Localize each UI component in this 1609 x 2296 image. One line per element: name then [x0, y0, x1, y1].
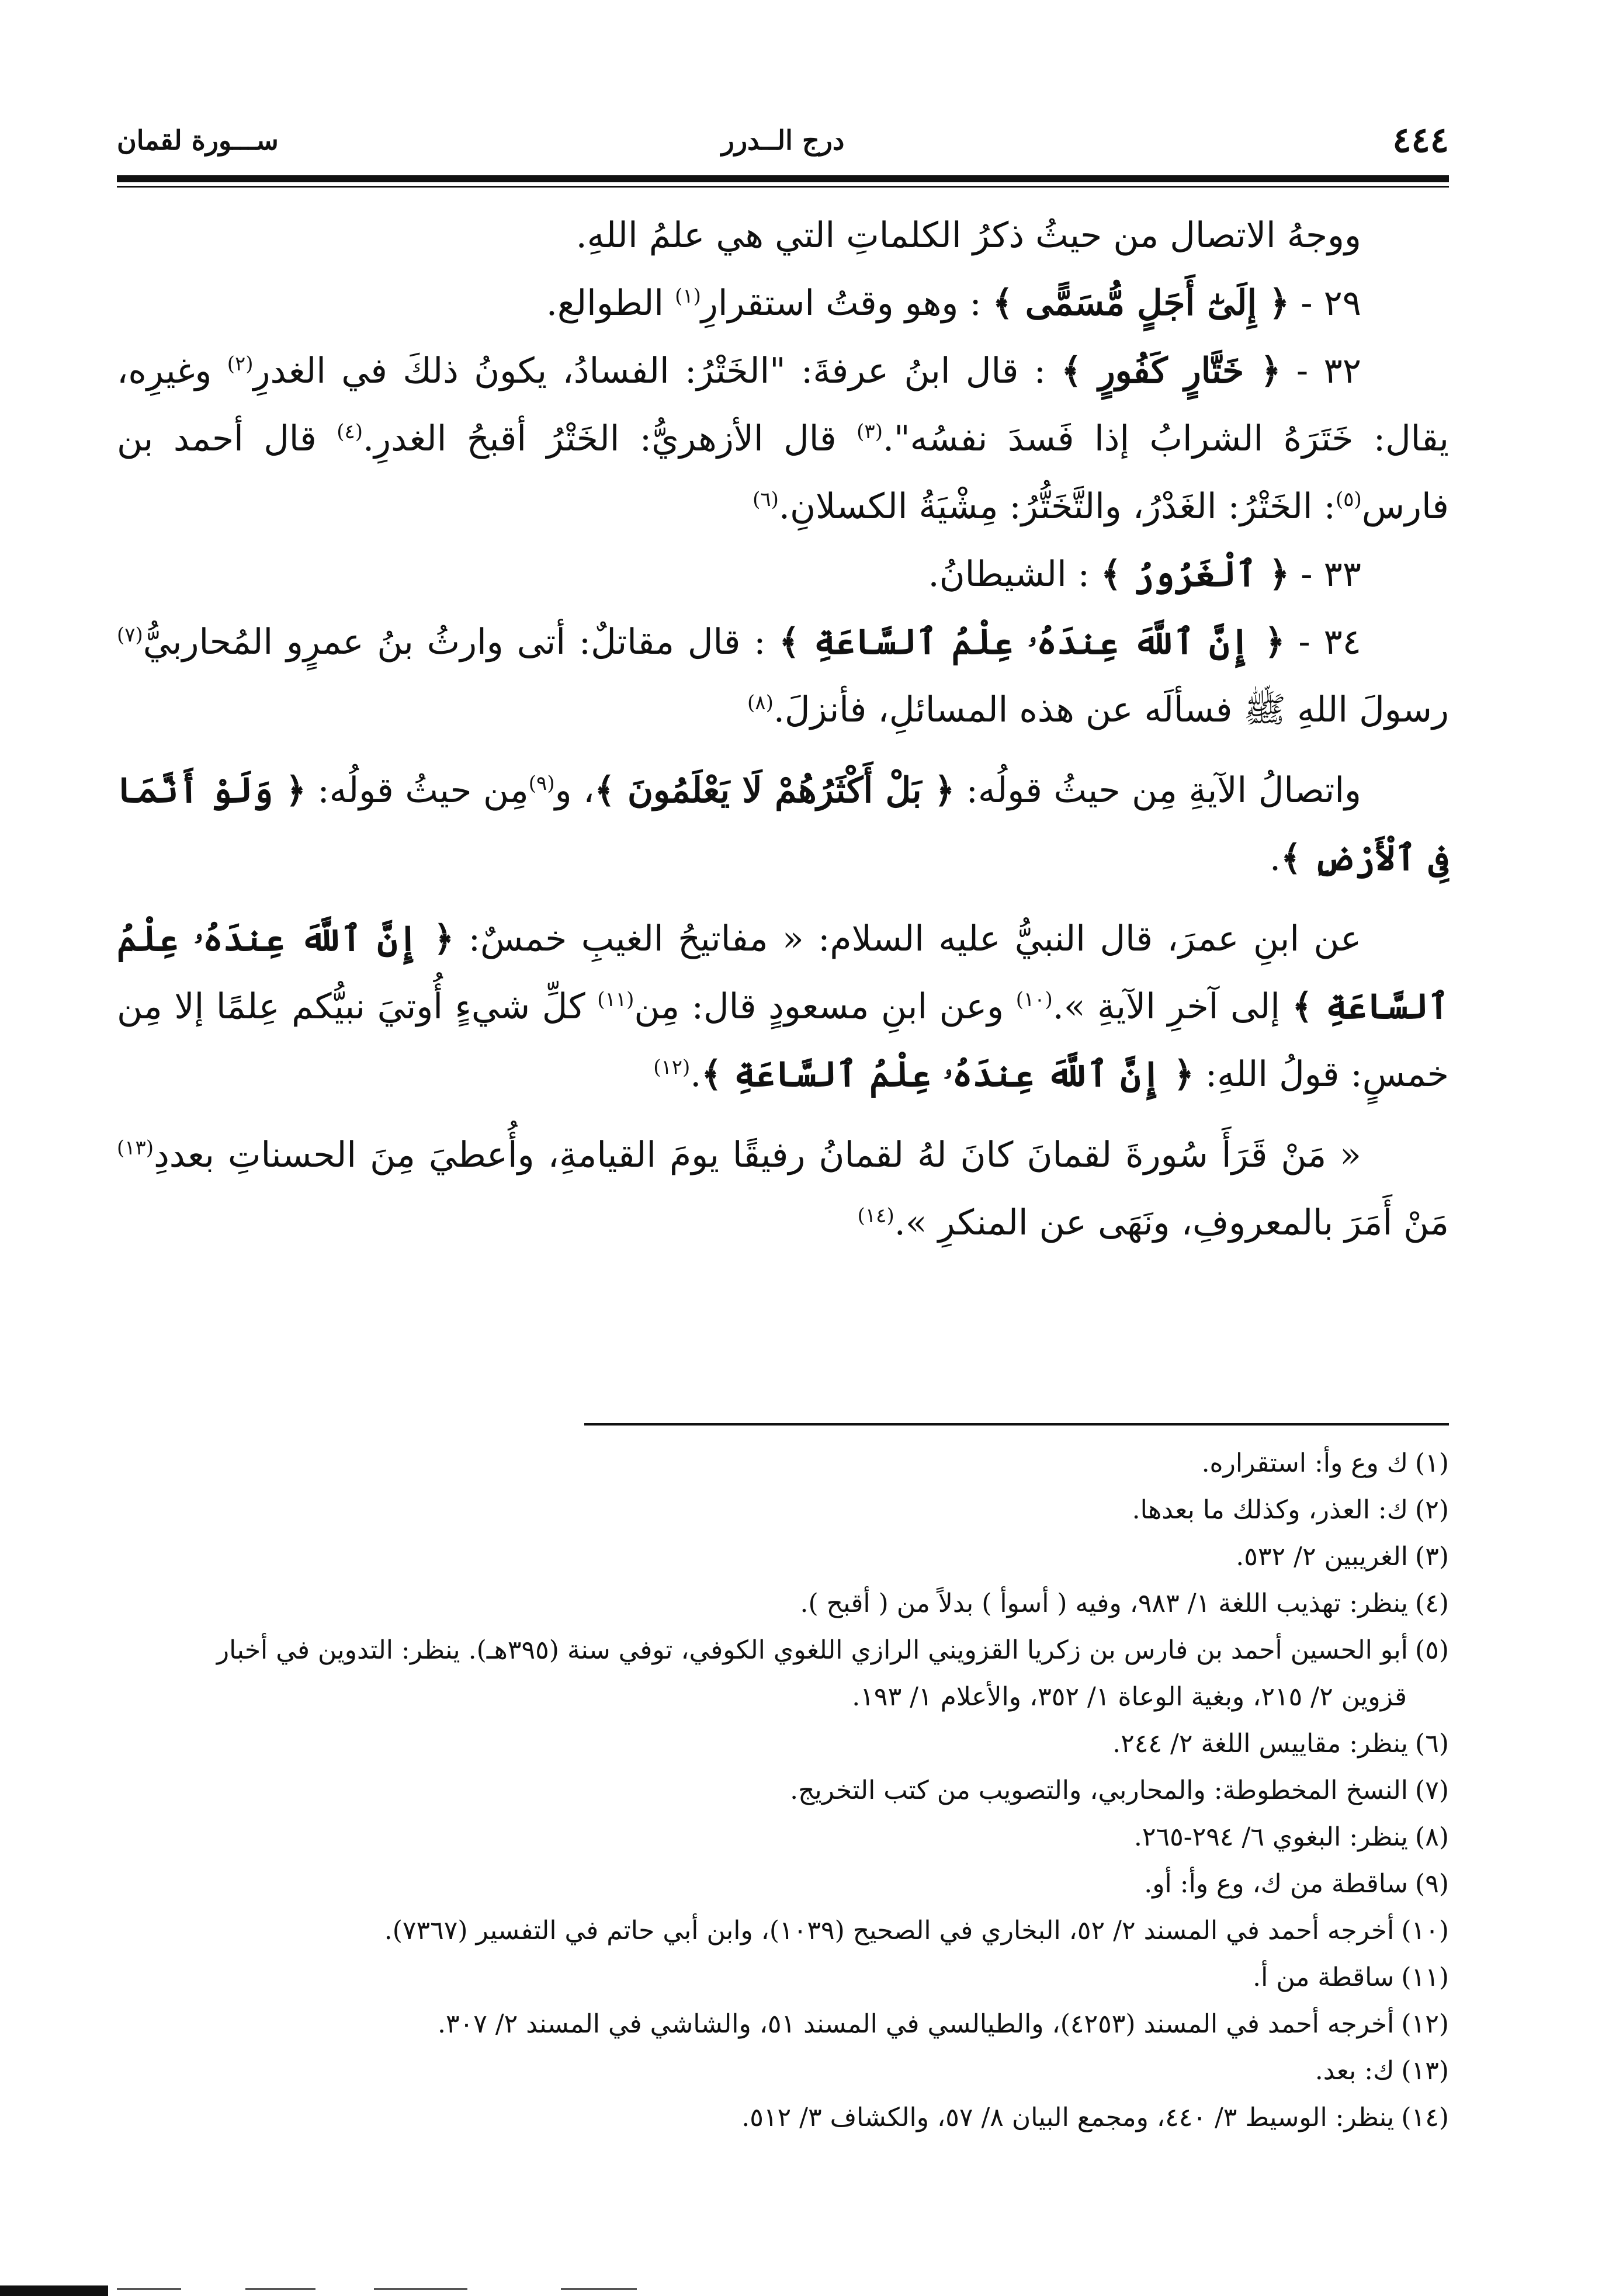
- footnote-text: أخرجه أحمد في المسند (٤٢٥٣)، والطيالسي في المسند ٥١، والشاشي في المسند ٢/ ٣٠٧.: [437, 2009, 1395, 2039]
- footnote-ref: (٢): [227, 352, 254, 376]
- commentary-text: رسولَ اللهِ ﷺ فسألَه عن هذه المسائلِ، فأنزلَ.: [773, 689, 1449, 730]
- main-text: [117, 202, 1449, 1257]
- footnote-number: (٢): [1415, 1495, 1449, 1525]
- scan-edge-dash: [561, 2288, 637, 2290]
- footnote-continuation: [117, 1674, 1449, 1721]
- footnote-ref: (٦): [753, 488, 779, 511]
- footnote-ref: (١٣): [117, 1136, 154, 1160]
- commentary-text: : الخَتْرُ: الغَدْرُ، والتَّخَتُّرُ: مِشْيَةُ الكسلانِ.: [778, 486, 1336, 527]
- quran-quote: ﴿ إِنَّ ٱللَّهَ عِندَهُۥ عِلْمُ ٱلسَّاعَةِ ﴾: [701, 1054, 1194, 1095]
- footnote-number: (٦): [1415, 1729, 1449, 1759]
- page-number: ٤٤٤: [1392, 120, 1449, 161]
- commentary-text: « مَنْ قَرَأَ سُورةَ لقمانَ كانَ لهُ لقمانُ رفيقًا يومَ القيامةِ، وأُعطيَ مِنَ الحسناتِ بعددِ: [154, 1135, 1361, 1175]
- footnote-separator: [584, 1423, 1449, 1426]
- footnote-number: (٣): [1415, 1542, 1449, 1572]
- commentary-text: : وهو وقتُ استقرارِ: [701, 283, 993, 324]
- footnote-text: ساقطة من ك، وع وأ: أو.: [1144, 1869, 1409, 1899]
- footnote-text: ك: العذر، وكذلك ما بعدها.: [1132, 1495, 1409, 1525]
- footnote-ref: (٨): [747, 691, 774, 715]
- footnote-text: ك: بعد.: [1315, 2056, 1395, 2086]
- header-rule-thick: [117, 175, 1449, 182]
- footnote-text: قزوين ٢/ ٢١٥، وبغية الوعاة ١/ ٣٥٢، والأعلام ١/ ١٩٣.: [852, 1682, 1407, 1712]
- commentary-text: : الشيطانُ.: [928, 554, 1101, 595]
- quran-quote: ﴿ إِنَّ ٱللَّهَ عِندَهُۥ عِلْمُ ٱلسَّاعَةِ ﴾: [779, 622, 1285, 663]
- commentary-text: قال أحمد بن فارس: [117, 418, 1449, 527]
- footnote-text: ينظر: مقاييس اللغة ٢/ ٢٤٤.: [1112, 1729, 1409, 1759]
- scan-edge-mark: [0, 2285, 108, 2296]
- commentary-text: كلِّ شيءٍ أُوتيَ نبيُّكم عِلمًا إلا مِن خمسٍ: قولُ اللهِ:: [117, 986, 1449, 1095]
- commentary-text: وغيرِه، يقال: خَتَرَهُ الشرابُ إذا فَسدَ نفسُه".: [117, 351, 1449, 459]
- footnote-ref: (١٤): [857, 1204, 894, 1227]
- commentary-text: .: [1270, 838, 1281, 879]
- verse-29-entry: [117, 269, 1449, 337]
- footnote-ref: (٤): [337, 420, 363, 443]
- footnote-text: ينظر: تهذيب اللغة ١/ ٩٨٣، وفيه ( أسوأ ) بدلاً من ( أقبح ).: [800, 1589, 1409, 1618]
- quran-quote: ﴿ بَلْ أَكْثَرُهُمْ لَا يَعْلَمُونَ ﴾: [594, 770, 955, 811]
- footnote-item: [117, 1627, 1449, 1674]
- footnote-text: ساقطة من أ.: [1253, 1962, 1395, 1992]
- footnote-item: [117, 2001, 1449, 2048]
- commentary-text: مَنْ أَمَرَ بالمعروفِ، ونَهَى عن المنكرِ ».: [894, 1202, 1449, 1243]
- footnote-ref: (٧): [117, 623, 143, 647]
- commentary-text: .: [690, 1054, 702, 1095]
- footnote-ref: (٥): [1336, 488, 1362, 511]
- quran-quote: ﴿ إِلَىٰٓ أَجَلٍ مُّسَمًّى ﴾: [992, 283, 1290, 324]
- footnote-text: ينظر: البغوي ٦/ ٢٩٤-٢٦٥.: [1133, 1822, 1409, 1852]
- surah-title: ســـورة لقمان: [117, 124, 279, 156]
- footnote-ref: (٣): [856, 420, 883, 443]
- footnote-item: [117, 2094, 1449, 2141]
- footnote-number: (١٠): [1401, 1916, 1449, 1945]
- footnote-ref: (١): [675, 285, 701, 308]
- footnote-number: (٨): [1415, 1822, 1449, 1852]
- footnote-number: (١٣): [1401, 2056, 1449, 2086]
- commentary-text: إلى آخرِ الآيةِ ».: [1052, 986, 1292, 1027]
- commentary-text: : قال ابنُ عرفةَ: "الخَتْرُ: الفسادُ، يكونُ ذلكَ في الغدرِ: [253, 351, 1062, 391]
- footnote-number: (١): [1415, 1448, 1449, 1478]
- footnote-number: (٥): [1415, 1635, 1449, 1665]
- paragraph-hadith-final: [117, 1121, 1449, 1257]
- footnote-item: [117, 1954, 1449, 2001]
- commentary-text: عن ابنِ عمرَ، قال النبيُّ عليه السلام: « مفاتيحُ الغيبِ خمسٌ:: [454, 918, 1361, 959]
- paragraph-text: ووجهُ الاتصال من حيثُ ذكرُ الكلماتِ التي هي علمُ اللهِ.: [575, 215, 1361, 256]
- footnote-number: (٩): [1415, 1869, 1449, 1899]
- commentary-text: ، و: [554, 770, 595, 811]
- footnote-item: [117, 1861, 1449, 1907]
- footnote-text: ينظر: الوسيط ٣/ ٤٤٠، ومجمع البيان ٨/ ٥٧، والكشاف ٣/ ٥١٢.: [741, 2103, 1395, 2132]
- footnote-number: (١٢): [1401, 2009, 1449, 2039]
- footnote-item: [117, 1721, 1449, 1767]
- scan-edge-dash: [374, 2288, 467, 2290]
- footnote-ref: (١٢): [653, 1056, 691, 1079]
- scan-edge-dash: [117, 2288, 181, 2290]
- footnote-ref: (١١): [597, 988, 634, 1011]
- verse-number: ٣٤ -: [1285, 622, 1361, 663]
- footnote-text: أخرجه أحمد في المسند ٢/ ٥٢، البخاري في الصحيح (١٠٣٩)، وابن أبي حاتم في التفسير (٧٣٦٧).: [384, 1916, 1395, 1945]
- verse-number: ٣٢ -: [1281, 351, 1361, 391]
- paragraph-intro: [117, 202, 1449, 269]
- footnote-item: [117, 1487, 1449, 1534]
- footnote-item: [117, 1580, 1449, 1627]
- commentary-text: واتصالُ الآيةِ مِن حيثُ قولُه:: [955, 770, 1362, 811]
- footnote-item: [117, 1534, 1449, 1580]
- footnote-number: (٤): [1415, 1589, 1449, 1618]
- footnote-ref: (١٠): [1015, 988, 1053, 1011]
- verse-number: ٢٩ -: [1289, 283, 1361, 324]
- footnote-text: أبو الحسين أحمد بن فارس بن زكريا القزويني الرازي اللغوي الكوفي، توفي سنة (٣٩٥هـ). ينظر: التدوين في أخبار: [216, 1635, 1409, 1665]
- verse-number: ٣٣ -: [1289, 554, 1361, 595]
- verse-33-entry: [117, 540, 1449, 608]
- commentary-text: وعن ابنِ مسعودٍ قال: مِن: [634, 986, 1016, 1027]
- footnote-item: [117, 1767, 1449, 1814]
- footnotes: [117, 1440, 1449, 2141]
- header-rule-thin: [117, 186, 1449, 188]
- verse-32-entry: [117, 337, 1449, 540]
- paragraph-ittisal: [117, 757, 1449, 892]
- book-title: درج الــدرر: [721, 124, 845, 156]
- footnote-item: [117, 1814, 1449, 1861]
- footnote-number: (٧): [1415, 1775, 1449, 1805]
- commentary-text: قال الأزهريُّ: الخَتْرُ أقبحُ الغدرِ.: [363, 418, 857, 459]
- footnote-item: [117, 1440, 1449, 1487]
- footnote-number: (١٤): [1401, 2103, 1449, 2132]
- footnote-item: [117, 1907, 1449, 1954]
- commentary-text: مِن حيثُ قولُه:: [306, 770, 529, 811]
- footnote-item: [117, 2048, 1449, 2094]
- paragraph-hadith-ibn-umar: [117, 905, 1449, 1108]
- footnote-text: النسخ المخطوطة: والمحاربي، والتصويب من كتب التخريج.: [790, 1775, 1409, 1805]
- commentary-text: : قال مقاتلٌ: أتى وارثُ بنُ عمرٍو المُحاربيُّ: [143, 622, 779, 663]
- commentary-text: الطوالع.: [546, 283, 675, 324]
- footnote-ref: (٩): [528, 772, 555, 795]
- quran-quote: ﴿ إِنَّ ٱللَّهَ عِندَهُۥ عِلْمُ ٱلسَّاعَةِ ﴾: [117, 918, 1450, 1027]
- page-header: [117, 120, 1449, 167]
- footnote-number: (١١): [1401, 1962, 1449, 1992]
- quran-quote: ﴿ خَتَّارٍ كَفُورٍ ﴾: [1061, 351, 1281, 391]
- quran-quote: ﴿ وَلَوْ أَنَّمَا فِى ٱلْأَرْضِ ﴾: [117, 770, 1449, 879]
- verse-34-entry: [117, 608, 1449, 744]
- footnote-text: ك وع وأ: استقراره.: [1201, 1448, 1409, 1478]
- quran-quote: ﴿ ٱلْغَرُورُ ﴾: [1101, 554, 1290, 595]
- scan-edge-dash: [245, 2288, 315, 2290]
- footnote-text: الغريبين ٢/ ٥٣٢.: [1236, 1542, 1409, 1572]
